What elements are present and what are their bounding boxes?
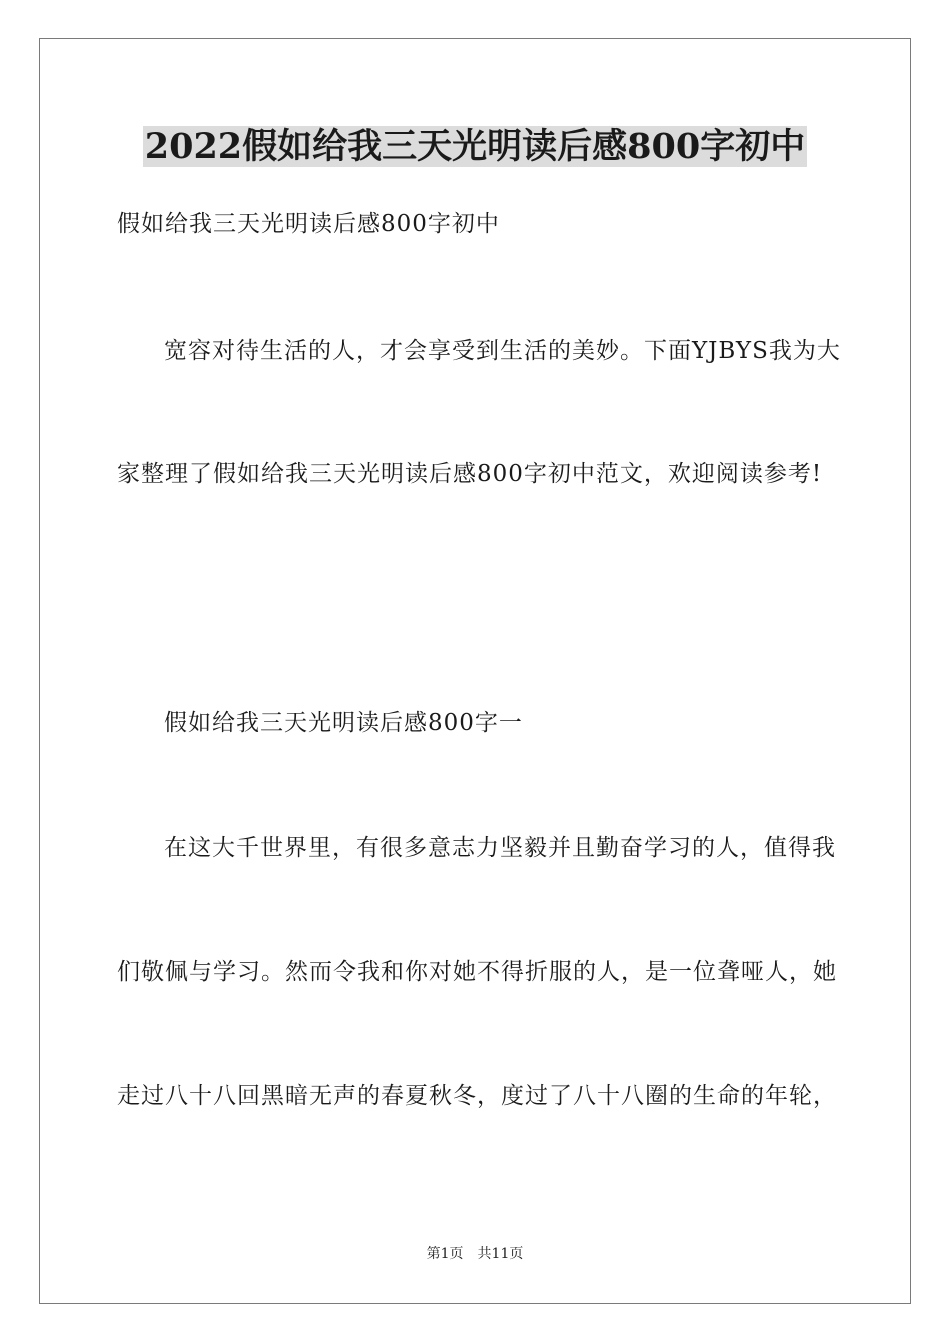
page-number: 第1页: [426, 1246, 464, 1262]
document-title-text: 2022假如给我三天光明读后感800字初中: [144, 126, 806, 167]
paragraph-line: 家整理了假如给我三天光明读后感800字初中范文，欢迎阅读参考!: [117, 461, 823, 487]
paragraph-line: 宽容对待生活的人，才会享受到生活的美妙。下面YJBYS我为大: [164, 338, 841, 364]
section-heading: 假如给我三天光明读后感800字一: [164, 710, 523, 736]
document-title: [0, 125, 950, 169]
document-subtitle: 假如给我三天光明读后感800字初中: [117, 211, 500, 237]
page-footer: [0, 1244, 950, 1264]
page-total: 共11页: [477, 1246, 524, 1262]
paragraph-line: 在这大千世界里，有很多意志力坚毅并且勤奋学习的人，值得我: [164, 835, 836, 861]
paragraph-line: 走过八十八回黑暗无声的春夏秋冬，度过了八十八圈的生命的年轮，: [117, 1083, 837, 1109]
paragraph-line: 们敬佩与学习。然而令我和你对她不得折服的人，是一位聋哑人，她: [117, 959, 837, 985]
